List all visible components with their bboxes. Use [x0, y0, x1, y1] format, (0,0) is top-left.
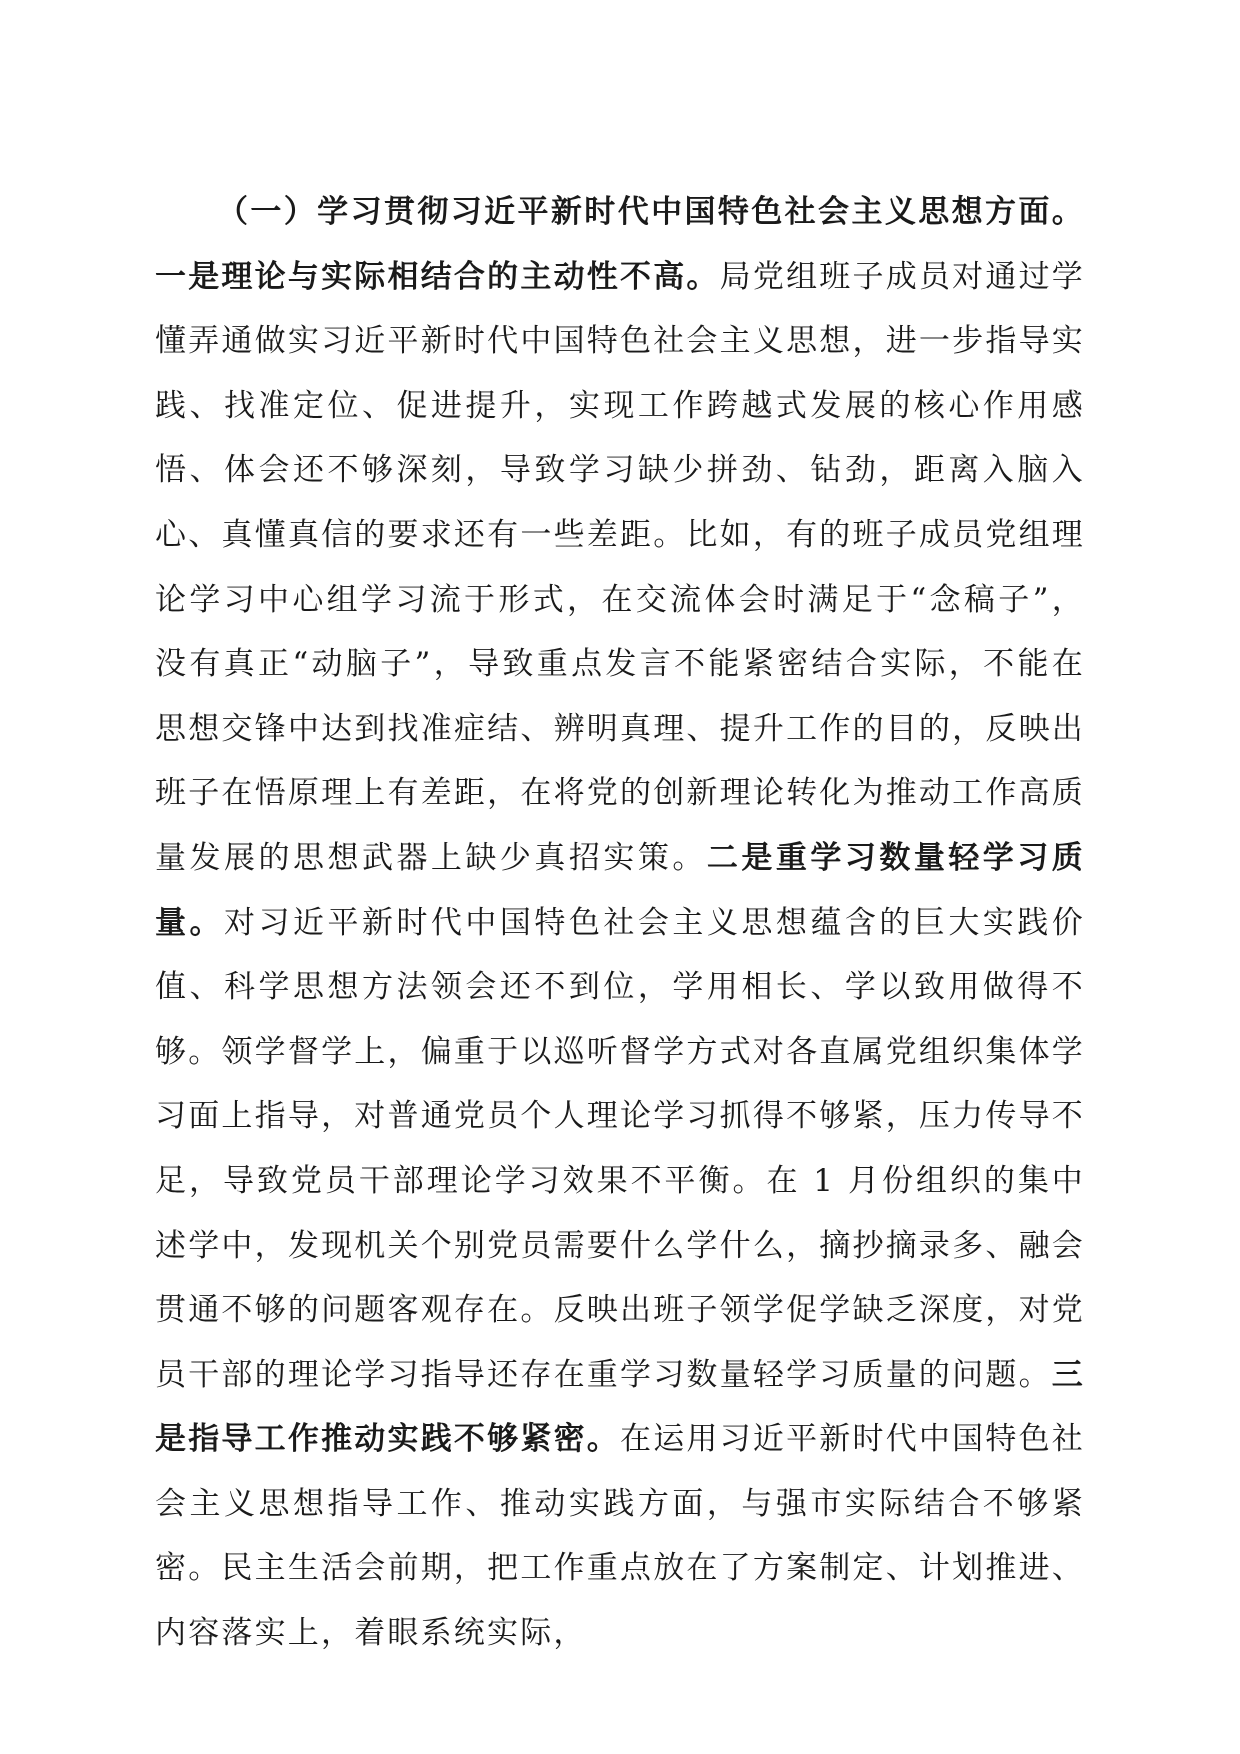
body-paragraph	[155, 180, 1085, 1666]
point-3-title: 三是指导工作推动实践不够紧密。	[155, 1356, 1085, 1458]
point-1-title: 一是理论与实际相结合的主动性不高。	[155, 258, 720, 295]
section-heading: （一）学习贯彻习近平新时代中国特色社会主义思想方面。	[217, 194, 1085, 230]
point-2-title: 二是重学习数量轻学习质量。	[155, 839, 1085, 941]
point-3-text: 在运用习近平新时代中国特色社会主义思想指导工作、推动实践方面，与强市实际结合不够紧密。民主生活会前期，把工作重点放在了方案制定、计划推进、内容落实上，着眼系统实际，	[155, 1421, 1085, 1652]
document-body	[155, 180, 1085, 1666]
point-1-text: 局党组班子成员对通过学懂弄通做实习近平新时代中国特色社会主义思想，进一步指导实践、找准定位、促进提升，实现工作跨越式发展的核心作用感悟、体会还不够深刻，导致学习缺少拼劲、钻劲，距离入脑入心、真懂真信的要求还有一些差距。比如，有的班子成员党组理论学习中心组学习流于形式，在交流体会时满足于“念稿子”，没有真正“动脑子”，导致重点发言不能紧密结合实际，不能在思想交锋中达到找准症结、辨明真理、提升工作的目的，反映出班子在悟原理上有差距，在将党的创新理论转化为推动工作高质量发展的思想武器上缺少真招实策。	[155, 258, 1085, 876]
point-2-text: 对习近平新时代中国特色社会主义思想蕴含的巨大实践价值、科学思想方法领会还不到位，学用相长、学以致用做得不够。领学督学上，偏重于以巡听督学方式对各直属党组织集体学习面上指导，对普通党员个人理论学习抓得不够紧，压力传导不足，导致党员干部理论学习效果不平衡。在 1 月份组织的集中述学中，发现机关个别党员需要什么学什么，摘抄摘录多、融会贯通不够的问题客观存在。反映出班子领学促学缺乏深度，对党员干部的理论学习指导还存在重学习数量轻学习质量的问题。	[155, 904, 1085, 1393]
